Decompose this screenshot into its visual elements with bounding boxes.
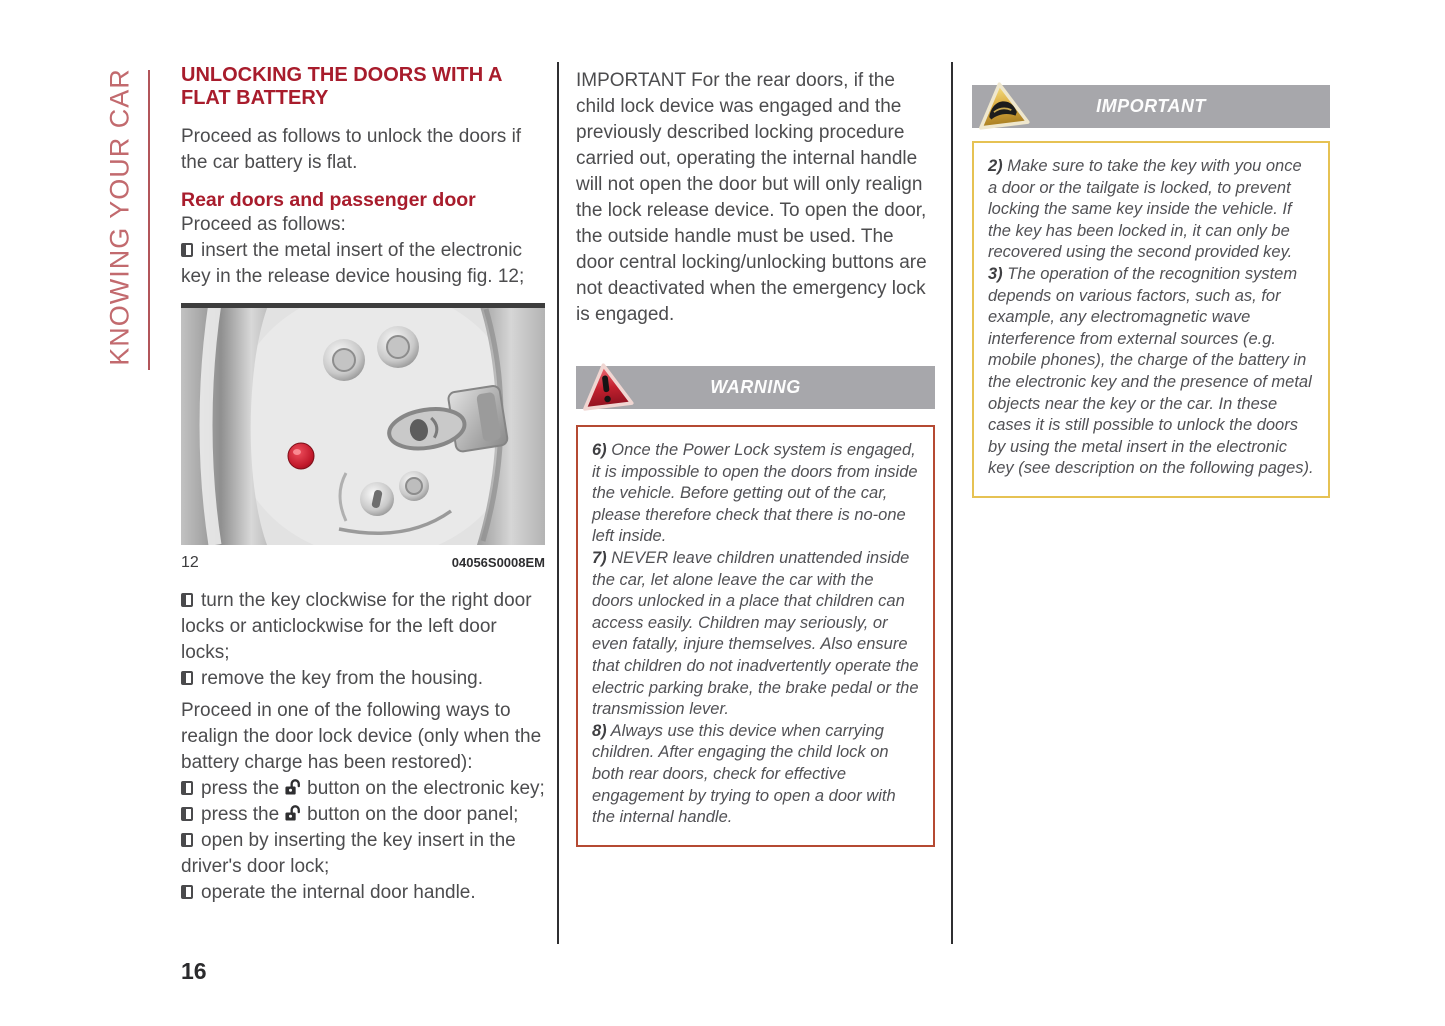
warning-triangle-icon (578, 360, 634, 412)
column-3 (972, 85, 1330, 498)
square-bullet-icon (181, 243, 193, 257)
list-item: press the button on the electronic key; (181, 776, 545, 802)
list-item: turn the key clockwise for the right door locks or anticlockwise for the left door locks; (181, 590, 532, 663)
warning-box (576, 425, 935, 847)
warning-header-bar (576, 366, 935, 409)
unlock-icon (285, 778, 301, 796)
list-item: remove the key from the housing. (181, 666, 545, 692)
list-item: insert the metal insert of the electronic key in the release device housing fig. 12; (181, 240, 525, 287)
figure-code: 04056S0008EM (451, 555, 545, 570)
chapter-rule (148, 70, 150, 370)
warning-title: WARNING (710, 377, 801, 397)
important-box (972, 141, 1330, 498)
column-divider (557, 62, 559, 944)
intro-paragraph: Proceed as follows to unlock the doors if the car battery is flat. (181, 126, 522, 173)
figure-caption (181, 554, 545, 572)
realign-paragraph: Proceed in one of the following ways to realign the door lock device (only when the battery charge has been restored): (181, 700, 542, 773)
figure-number: 12 (181, 554, 199, 571)
square-bullet-icon (181, 781, 193, 795)
square-bullet-icon (181, 671, 193, 685)
unlock-icon (285, 804, 301, 822)
door-lock-photo (181, 303, 545, 545)
sub-heading: Rear doors and passenger door (181, 189, 476, 211)
column-1 (181, 64, 545, 906)
chapter-title: KNOWING YOUR CAR (104, 68, 135, 366)
figure-12 (181, 303, 545, 572)
list-item: operate the internal door handle. (181, 880, 545, 906)
square-bullet-icon (181, 593, 193, 607)
important-item: 2) Make sure to take the key with you once a door or the tailgate is locked, to prevent locking the same key inside the vehicle. If the key has been locked in, it can only be recovered using the second provided key. (988, 157, 1302, 262)
list-item: open by inserting the key insert in the driver's door lock; (181, 830, 516, 877)
square-bullet-icon (181, 885, 193, 899)
square-bullet-icon (181, 807, 193, 821)
important-triangle-icon (974, 79, 1030, 131)
important-item: 3) The operation of the recognition system depends on various factors, such as, for example, any electromagnetic wave interference from external sources (e.g. mobile phones), the charge of the battery in the electronic key and the presence of metal objects near the key or the car. In these cases it is still possible to unlock the doors by using the metal insert in the electronic key (see description on the following pages). (988, 264, 1314, 478)
column-2 (576, 68, 935, 847)
list-item: press the button on the door panel; (181, 802, 545, 828)
important-title: IMPORTANT (1096, 96, 1206, 116)
section-heading: UNLOCKING THE DOORS WITH A FLAT BATTERY (181, 64, 502, 109)
proceed-line: Proceed as follows: (181, 214, 346, 235)
warning-item: 8) Always use this device when carrying children. After engaging the child lock on both rear doors, check for effective engagement by trying to open a door with the internal handle. (592, 721, 896, 827)
square-bullet-icon (181, 833, 193, 847)
chapter-sidebar (98, 64, 150, 370)
page-number: 16 (181, 958, 207, 984)
column-divider (951, 62, 953, 944)
important-note-paragraph: IMPORTANT For the rear doors, if the child lock device was engaged and the previously described locking procedure carried out, operating the internal handle will not open the door but will only realign the lock release device. To open the door, the outside handle must be used. The door central locking/unlocking buttons are not deactivated when the emergency lock is engaged. (576, 70, 927, 325)
warning-item: 6) Once the Power Lock system is engaged, it is impossible to open the doors from inside the vehicle. Before getting out of the car, please therefore check that there is no-one left inside. (592, 441, 918, 546)
important-header-bar (972, 85, 1330, 128)
warning-item: 7) NEVER leave children unattended inside the car, let alone leave the car with the doors unlocked in a place that children can access easily. Children may seriously, or even fatally, injure themselves. Also ensure that children do not inadvertently operate the electric parking brake, the brake pedal or the transmission lever. (592, 548, 919, 719)
